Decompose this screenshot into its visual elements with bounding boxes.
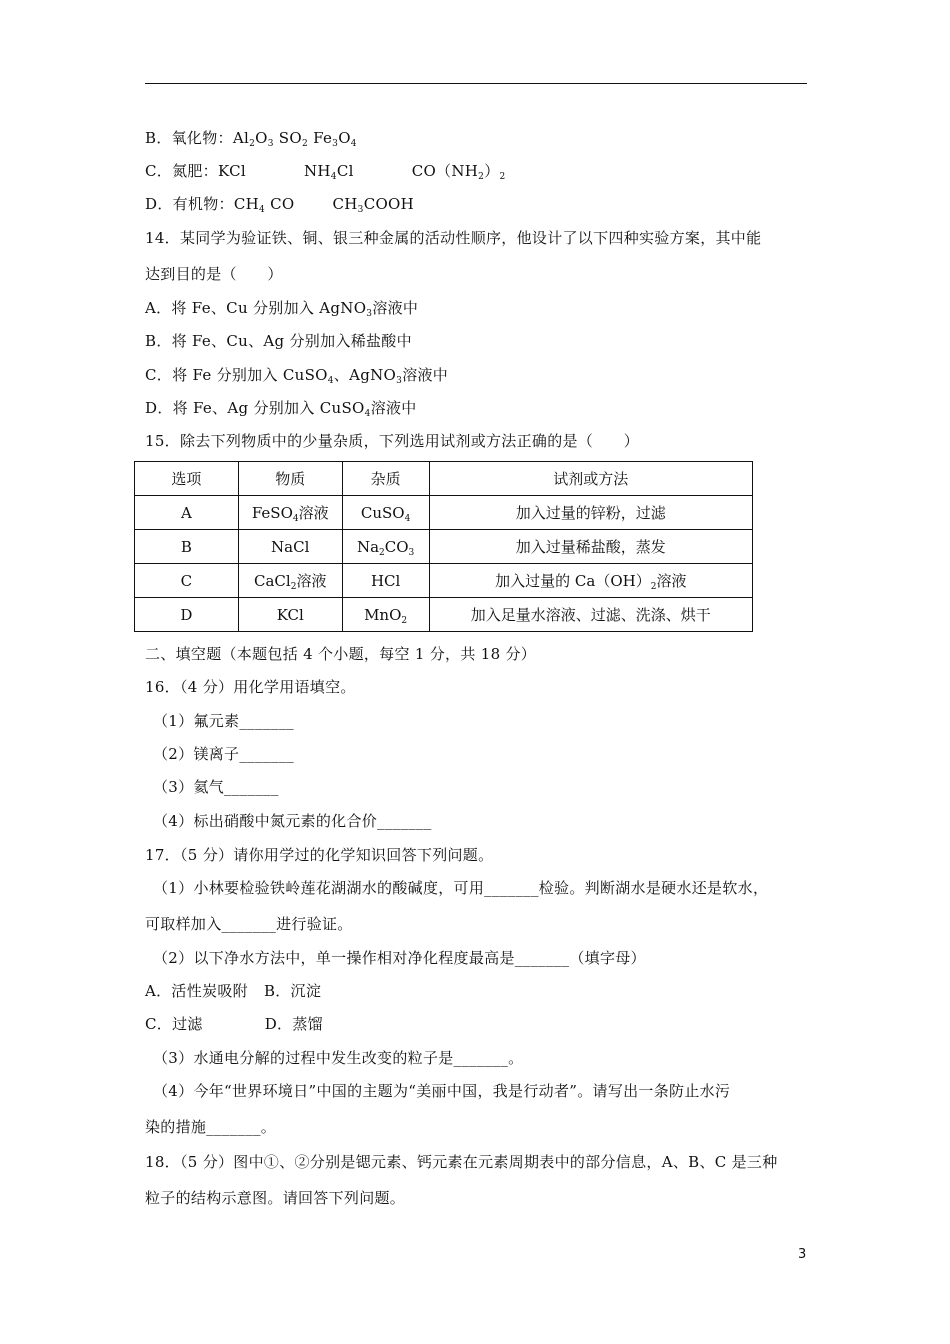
cell-option: D — [135, 598, 239, 632]
cell-method: 加入过量的 $Ca(OH)_2$溶液 — [429, 564, 752, 598]
q16-item-1: （1）氟元素_______ — [153, 712, 294, 730]
q17-part4-line2: 染的措施_______。 — [145, 1118, 277, 1136]
table-row — [135, 496, 753, 530]
q13-option-d: D．有机物：$CH_4$ CO $CH_3COOH$ — [145, 195, 415, 215]
q14-option-b: B．将 Fe、Cu、Ag 分别加入稀盐酸中 — [145, 332, 412, 350]
q17-part1-line1: （1）小林要检验铁岭莲花湖湖水的酸碱度，可用_______检验。判断湖水是硬水还是软水， — [153, 879, 769, 897]
header-substance: 物质 — [238, 462, 342, 496]
q13-option-b: B．氧化物：$Al_2O_3$ $SO_2$ $Fe_3O_4$ — [145, 129, 357, 149]
page-number: 3 — [798, 1247, 807, 1262]
q16-item-2: （2）镁离子_______ — [153, 745, 294, 763]
cell-method: 加入足量水溶液、过滤、洗涤、烘干 — [429, 598, 752, 632]
table-row — [135, 564, 753, 598]
cell-method: 加入过量的锌粉，过滤 — [429, 496, 752, 530]
cell-impurity: MnO$_2$ — [342, 598, 429, 632]
q17-part2: （2）以下净水方法中，单一操作相对净化程度最高是_______（填字母） — [153, 949, 646, 967]
q14-option-a: A．将 Fe、Cu 分别加入 AgNO$_3$溶液中 — [145, 299, 419, 319]
q18-stem-line1: 18．（5 分）图中①、②分别是锶元素、钙元素在元素周期表中的部分信息，A、B、C 是三种 — [145, 1153, 778, 1171]
cell-substance: FeSO$_4$溶液 — [238, 496, 342, 530]
table-row — [135, 598, 753, 632]
q14-option-c: C．将 Fe 分别加入 CuSO$_4$、AgNO$_3$溶液中 — [145, 366, 449, 386]
q17-options-cd: C．过滤 D．蒸馏 — [145, 1015, 323, 1033]
header-rule — [145, 83, 807, 84]
header-option: 选项 — [135, 462, 239, 496]
cell-substance: KCl — [238, 598, 342, 632]
q15-table — [134, 461, 753, 632]
table-row — [135, 530, 753, 564]
cell-impurity: $Na_2CO_3$ — [342, 530, 429, 564]
cell-impurity: CuSO$_4$ — [342, 496, 429, 530]
q14-stem-line1: 14．某同学为验证铁、铜、银三种金属的活动性顺序，他设计了以下四种实验方案，其中能 — [145, 229, 762, 247]
header-method: 试剂或方法 — [429, 462, 752, 496]
q17-options-ab: A．活性炭吸附 B．沉淀 — [145, 982, 322, 1000]
q14-option-d: D．将 Fe、Ag 分别加入 CuSO$_4$溶液中 — [145, 399, 417, 419]
header-impurity: 杂质 — [342, 462, 429, 496]
q15-stem: 15．除去下列物质中的少量杂质，下列选用试剂或方法正确的是（ ） — [145, 432, 639, 450]
cell-option: C — [135, 564, 239, 598]
cell-option: B — [135, 530, 239, 564]
q17-part3: （3）水通电分解的过程中发生改变的粒子是_______。 — [153, 1049, 524, 1067]
cell-option: A — [135, 496, 239, 530]
cell-method: 加入过量稀盐酸，蒸发 — [429, 530, 752, 564]
q14-stem-line2: 达到目的是（ ） — [145, 265, 283, 283]
cell-impurity: HCl — [342, 564, 429, 598]
q13-option-c: C．氮肥：KCl $NH_4Cl$ $CO(NH_2)_2$ — [145, 162, 506, 182]
table-header-row — [135, 462, 753, 496]
q16-item-4: （4）标出硝酸中氮元素的化合价_______ — [153, 812, 432, 830]
q17-part4-line1: （4）今年“世界环境日”中国的主题为“美丽中国，我是行动者”。请写出一条防止水污 — [153, 1082, 731, 1100]
cell-substance: CaCl$_2$溶液 — [238, 564, 342, 598]
section-heading: 二、填空题（本题包括 4 个小题，每空 1 分，共 18 分） — [145, 645, 537, 663]
cell-substance: NaCl — [238, 530, 342, 564]
q16-stem: 16．（4 分）用化学用语填空。 — [145, 678, 356, 696]
q17-part1-line2: 可取样加入_______进行验证。 — [145, 915, 353, 933]
q16-item-3: （3）氦气_______ — [153, 778, 279, 796]
q18-stem-line2: 粒子的结构示意图。请回答下列问题。 — [145, 1189, 406, 1207]
q17-stem: 17．（5 分）请你用学过的化学知识回答下列问题。 — [145, 846, 494, 864]
